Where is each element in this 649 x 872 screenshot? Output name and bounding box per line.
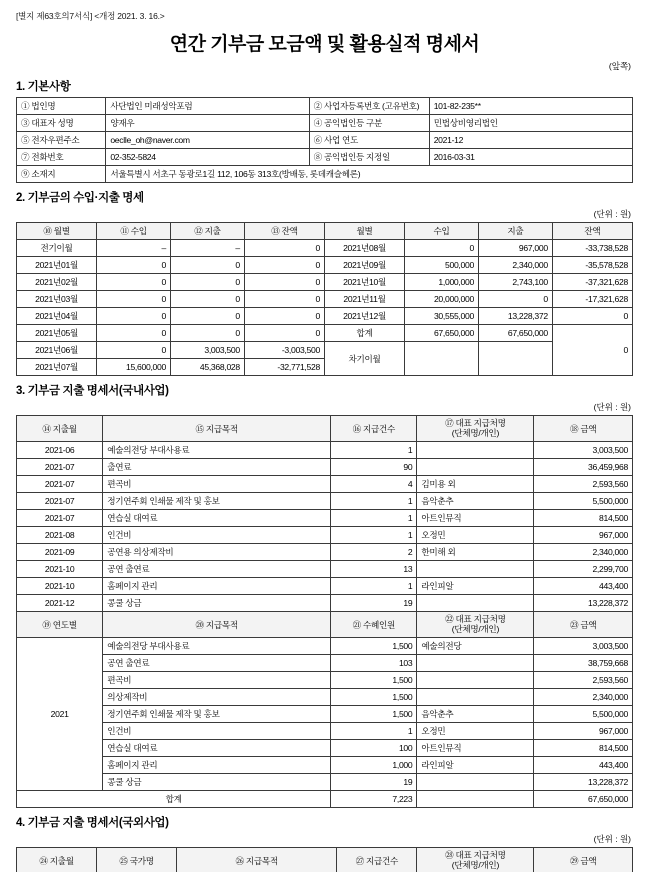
- cell-expense-month: 2021-07: [17, 493, 103, 510]
- cell-income: 0: [97, 342, 171, 359]
- cell-month: 2021년03월: [17, 291, 97, 308]
- section-3-unit: (단위 : 원): [593, 402, 631, 412]
- col-beneficiaries: ㉑ 수혜인원: [331, 612, 417, 638]
- value-fiscal-year: 2021-12: [429, 132, 632, 149]
- cell-purpose: 공연 출연료: [103, 655, 331, 672]
- cell-expense-month: 2021-06: [17, 442, 103, 459]
- table-row: [17, 308, 633, 325]
- table-row: [17, 274, 633, 291]
- cell-amount: 38,759,668: [534, 655, 633, 672]
- col-amount-year: ㉓ 금액: [534, 612, 633, 638]
- cell-month: 2021년08월: [324, 240, 404, 257]
- table-header-row: [17, 223, 633, 240]
- donation-inout-table: [16, 222, 633, 376]
- value-address: 서울특별시 서초구 동광로1길 112, 106동 313호(방배동, 롯데캐슬헤론): [106, 166, 633, 183]
- cell-purpose: 정기연주회 인쇄물 제작 및 홍보: [103, 493, 331, 510]
- table-row: [17, 493, 633, 510]
- cell-expense-month: 2021-09: [17, 544, 103, 561]
- cell-carryforward-label: 차기이월: [324, 342, 404, 376]
- table-row: [17, 442, 633, 459]
- table-row: [17, 578, 633, 595]
- section-4-title: 4. 기부금 지출 명세서(국외사업): [16, 817, 169, 829]
- cell-month: 2021년04월: [17, 308, 97, 325]
- cell-beneficiaries: 103: [331, 655, 417, 672]
- table-row: [17, 706, 633, 723]
- cell-purpose: 콩쿨 상금: [103, 774, 331, 791]
- label-email: ⑤ 전자우편주소: [17, 132, 106, 149]
- col-expense-month: ⑭ 지출월: [17, 416, 103, 442]
- cell-payee: 아트인뮤직: [417, 740, 534, 757]
- section-4-unit: (단위 : 원): [593, 834, 631, 844]
- col-amount-overseas: ㉙ 금액: [534, 848, 633, 872]
- cell-balance: -32,771,528: [244, 359, 324, 376]
- table-row: [17, 544, 633, 561]
- cell-expense: –: [170, 240, 244, 257]
- cell-amount: 13,228,372: [534, 595, 633, 612]
- col-payee-year-line2: (단체명/개인): [451, 623, 500, 634]
- label-biz-number: ② 사업자등록번호 (고유번호): [309, 98, 429, 115]
- table-row: [17, 595, 633, 612]
- col-expense-right: 지출: [478, 223, 552, 240]
- cell-payee: [417, 442, 534, 459]
- col-count-overseas: ㉗ 지급건수: [337, 848, 417, 872]
- cell-month: 2021년06월: [17, 342, 97, 359]
- value-corp-name: 사단법인 미래성악포럼: [106, 98, 309, 115]
- value-biz-number: 101-82-235**: [429, 98, 632, 115]
- label-rep-name: ③ 대표자 성명: [17, 115, 106, 132]
- col-expense-left: ⑫ 지출: [170, 223, 244, 240]
- cell-balance: 0: [244, 291, 324, 308]
- table-row: [17, 689, 633, 706]
- col-payee-line2: (단체명/개인): [451, 427, 500, 438]
- label-designation-date: ⑧ 공익법인등 지정일: [309, 149, 429, 166]
- cell-expense-month: 2021-07: [17, 476, 103, 493]
- cell-expense: 3,003,500: [170, 342, 244, 359]
- col-balance-right: 잔액: [552, 223, 632, 240]
- cell-payee: [417, 561, 534, 578]
- cell-expense: 13,228,372: [478, 308, 552, 325]
- overseas-expense-table: [16, 847, 633, 872]
- cell-beneficiaries: 1,500: [331, 689, 417, 706]
- cell-beneficiaries: 100: [331, 740, 417, 757]
- cell-income: 0: [97, 274, 171, 291]
- col-balance-left: ⑬ 잔액: [244, 223, 324, 240]
- col-purpose-overseas: ㉖ 지급목적: [177, 848, 337, 872]
- cell-carryforward-income: [405, 342, 479, 376]
- cell-count: 19: [331, 595, 417, 612]
- cell-purpose: 인건비: [103, 723, 331, 740]
- cell-payee: 예술의전당: [417, 638, 534, 655]
- table-row: [17, 638, 633, 655]
- cell-income: 0: [97, 257, 171, 274]
- cell-month: 2021년05월: [17, 325, 97, 342]
- table-row: [17, 98, 633, 115]
- col-payee-overseas-line2: (단체명/개인): [451, 859, 500, 870]
- cell-amount: 13,228,372: [534, 774, 633, 791]
- col-payee-line1: ⑰ 대표 지급처명: [445, 417, 506, 428]
- cell-purpose: 홈페이지 관리: [103, 578, 331, 595]
- cell-payee: 라인피알: [417, 578, 534, 595]
- cell-balance: -33,738,528: [552, 240, 632, 257]
- table-row: [17, 561, 633, 578]
- cell-total-label: 합계: [324, 325, 404, 342]
- cell-purpose: 편곡비: [103, 672, 331, 689]
- cell-expense: 0: [170, 274, 244, 291]
- col-income-left: ⑪ 수입: [97, 223, 171, 240]
- form-number: [별지 제63호의7서식] <개정 2021. 3. 16.>: [16, 11, 165, 21]
- cell-expense: 0: [478, 291, 552, 308]
- cell-purpose: 인건비: [103, 527, 331, 544]
- cell-balance: 0: [244, 257, 324, 274]
- table-row: [17, 655, 633, 672]
- cell-balance: -35,578,528: [552, 257, 632, 274]
- cell-balance: -3,003,500: [244, 342, 324, 359]
- table-row: [17, 527, 633, 544]
- cell-count: 1: [331, 493, 417, 510]
- table-header-row: [17, 612, 633, 638]
- section-3-title: 3. 기부금 지출 명세서(국내사업): [16, 385, 169, 397]
- table-row: [17, 325, 633, 342]
- col-count: ⑯ 지급건수: [331, 416, 417, 442]
- cell-month: 전기이월: [17, 240, 97, 257]
- table-row: [17, 291, 633, 308]
- cell-expense: 0: [170, 291, 244, 308]
- cell-beneficiaries: 1,500: [331, 638, 417, 655]
- col-year: ⑲ 연도별: [17, 612, 103, 638]
- cell-payee: 음악춘추: [417, 493, 534, 510]
- cell-expense: 2,340,000: [478, 257, 552, 274]
- table-row: [17, 459, 633, 476]
- cell-total-count: 7,223: [331, 791, 417, 808]
- cell-payee: 아트인뮤직: [417, 510, 534, 527]
- cell-balance: 0: [552, 308, 632, 325]
- col-purpose: ⑮ 지급목적: [103, 416, 331, 442]
- col-payee: [417, 416, 534, 442]
- cell-payee: [417, 459, 534, 476]
- domestic-expense-table: [16, 415, 633, 808]
- value-email: oeclle_oh@naver.com: [106, 132, 309, 149]
- cell-income: 0: [97, 291, 171, 308]
- col-month-right: 월별: [324, 223, 404, 240]
- cell-balance: -17,321,628: [552, 291, 632, 308]
- cell-payee: [417, 655, 534, 672]
- cell-payee: 한미해 외: [417, 544, 534, 561]
- cell-purpose: 연습실 대여료: [103, 740, 331, 757]
- cell-amount: 443,400: [534, 578, 633, 595]
- cell-year: 2021: [17, 638, 103, 791]
- col-country: ㉕ 국가명: [97, 848, 177, 872]
- cell-beneficiaries: 1,000: [331, 757, 417, 774]
- table-row: [17, 672, 633, 689]
- cell-count: 1: [331, 442, 417, 459]
- col-payee-overseas-line1: ㉘ 대표 지급처명: [445, 849, 506, 860]
- table-row: [17, 476, 633, 493]
- label-fiscal-year: ⑥ 사업 연도: [309, 132, 429, 149]
- cell-amount: 967,000: [534, 527, 633, 544]
- col-payee-year-line1: ㉒ 대표 지급처명: [445, 613, 506, 624]
- cell-balance: 0: [244, 274, 324, 291]
- cell-month: 2021년01월: [17, 257, 97, 274]
- cell-count: 1: [331, 578, 417, 595]
- label-phone: ⑦ 전화번호: [17, 149, 106, 166]
- cell-purpose: 의상제작비: [103, 689, 331, 706]
- page-side-note: (앞쪽): [608, 61, 631, 71]
- value-designation-date: 2016-03-31: [429, 149, 632, 166]
- cell-expense-month: 2021-07: [17, 510, 103, 527]
- cell-carryforward-balance: 0: [552, 325, 632, 376]
- table-row: [17, 774, 633, 791]
- cell-purpose: 콩쿨 상금: [103, 595, 331, 612]
- cell-amount: 2,593,560: [534, 476, 633, 493]
- cell-expense: 0: [170, 257, 244, 274]
- cell-payee: [417, 595, 534, 612]
- cell-beneficiaries: 19: [331, 774, 417, 791]
- cell-income: 0: [97, 325, 171, 342]
- cell-amount: 5,500,000: [534, 706, 633, 723]
- cell-expense: 0: [170, 325, 244, 342]
- section-2-title: 2. 기부금의 수입·지출 명세: [16, 192, 144, 204]
- cell-amount: 2,340,000: [534, 544, 633, 561]
- cell-balance: 0: [244, 308, 324, 325]
- cell-amount: 2,299,700: [534, 561, 633, 578]
- cell-count: 1: [331, 510, 417, 527]
- cell-payee: [417, 689, 534, 706]
- cell-month: 2021년09월: [324, 257, 404, 274]
- cell-amount: 3,003,500: [534, 442, 633, 459]
- section-2-unit: (단위 : 원): [593, 209, 631, 219]
- label-corp-type: ④ 공익법인등 구분: [309, 115, 429, 132]
- cell-expense-month: 2021-10: [17, 561, 103, 578]
- cell-count: 13: [331, 561, 417, 578]
- cell-expense-month: 2021-12: [17, 595, 103, 612]
- cell-income: 15,600,000: [97, 359, 171, 376]
- col-purpose-year: ⑳ 지급목적: [103, 612, 331, 638]
- cell-payee: 라인피알: [417, 757, 534, 774]
- cell-total-amount: 67,650,000: [534, 791, 633, 808]
- basic-info-table: [16, 97, 633, 183]
- section-1-title: 1. 기본사항: [16, 81, 71, 93]
- cell-count: 1: [331, 527, 417, 544]
- value-rep-name: 양재우: [106, 115, 309, 132]
- cell-month: 2021년10월: [324, 274, 404, 291]
- cell-payee: 음악춘추: [417, 706, 534, 723]
- cell-amount: 2,340,000: [534, 689, 633, 706]
- cell-income: 500,000: [405, 257, 479, 274]
- col-payee-overseas: [417, 848, 534, 872]
- cell-count: 2: [331, 544, 417, 561]
- table-header-row: [17, 416, 633, 442]
- cell-total-payee: [417, 791, 534, 808]
- table-row: [17, 342, 633, 359]
- cell-amount: 814,500: [534, 740, 633, 757]
- cell-purpose: 공연용 의상제작비: [103, 544, 331, 561]
- table-row: [17, 757, 633, 774]
- cell-purpose: 출연료: [103, 459, 331, 476]
- cell-amount: 3,003,500: [534, 638, 633, 655]
- table-total-row: [17, 791, 633, 808]
- cell-month: 2021년02월: [17, 274, 97, 291]
- cell-total-income: 67,650,000: [405, 325, 479, 342]
- table-row: [17, 132, 633, 149]
- cell-expense: 0: [170, 308, 244, 325]
- cell-count: 90: [331, 459, 417, 476]
- cell-expense: 2,743,100: [478, 274, 552, 291]
- cell-balance: 0: [244, 240, 324, 257]
- cell-payee: 김미용 외: [417, 476, 534, 493]
- col-amount: ⑱ 금액: [534, 416, 633, 442]
- table-row: [17, 510, 633, 527]
- cell-purpose: 정기연주회 인쇄물 제작 및 홍보: [103, 706, 331, 723]
- cell-purpose: 홈페이지 관리: [103, 757, 331, 774]
- cell-expense-month: 2021-08: [17, 527, 103, 544]
- cell-income: –: [97, 240, 171, 257]
- table-header-row: [17, 848, 633, 872]
- cell-month: 2021년11월: [324, 291, 404, 308]
- cell-amount: 36,459,968: [534, 459, 633, 476]
- table-row: [17, 149, 633, 166]
- value-phone: 02-352-5824: [106, 149, 309, 166]
- cell-purpose: 편곡비: [103, 476, 331, 493]
- cell-month: 2021년07월: [17, 359, 97, 376]
- table-row: [17, 240, 633, 257]
- cell-payee: [417, 672, 534, 689]
- table-row: [17, 740, 633, 757]
- col-payee-year: [417, 612, 534, 638]
- cell-beneficiaries: 1,500: [331, 706, 417, 723]
- cell-expense-month: 2021-10: [17, 578, 103, 595]
- label-address: ⑨ 소재지: [17, 166, 106, 183]
- label-corp-name: ① 법인명: [17, 98, 106, 115]
- cell-amount: 5,500,000: [534, 493, 633, 510]
- cell-total-label: 합계: [17, 791, 331, 808]
- cell-beneficiaries: 1: [331, 723, 417, 740]
- cell-expense: 45,368,028: [170, 359, 244, 376]
- cell-purpose: 공연 출연료: [103, 561, 331, 578]
- col-month-left: ⑩ 월별: [17, 223, 97, 240]
- table-row: [17, 115, 633, 132]
- cell-count: 4: [331, 476, 417, 493]
- cell-month: 2021년12월: [324, 308, 404, 325]
- table-row: [17, 166, 633, 183]
- page-title: 연간 기부금 모금액 및 활용실적 명세서: [169, 34, 480, 55]
- cell-payee: 오정민: [417, 723, 534, 740]
- cell-expense-month: 2021-07: [17, 459, 103, 476]
- cell-payee: [417, 774, 534, 791]
- cell-income: 1,000,000: [405, 274, 479, 291]
- cell-purpose: 연습실 대여료: [103, 510, 331, 527]
- cell-purpose: 예술의전당 부대사용료: [103, 638, 331, 655]
- cell-balance: 0: [244, 325, 324, 342]
- cell-expense: 967,000: [478, 240, 552, 257]
- table-row: [17, 723, 633, 740]
- cell-total-expense: 67,650,000: [478, 325, 552, 342]
- cell-amount: 443,400: [534, 757, 633, 774]
- cell-income: 0: [97, 308, 171, 325]
- col-income-right: 수입: [405, 223, 479, 240]
- cell-income: 0: [405, 240, 479, 257]
- col-expense-month-overseas: ㉔ 지출월: [17, 848, 97, 872]
- cell-carryforward-expense: [478, 342, 552, 376]
- cell-amount: 2,593,560: [534, 672, 633, 689]
- table-row: [17, 257, 633, 274]
- value-corp-type: 민법상비영리법인: [429, 115, 632, 132]
- cell-purpose: 예술의전당 부대사용료: [103, 442, 331, 459]
- cell-payee: 오정민: [417, 527, 534, 544]
- cell-balance: -37,321,628: [552, 274, 632, 291]
- cell-income: 30,555,000: [405, 308, 479, 325]
- cell-beneficiaries: 1,500: [331, 672, 417, 689]
- cell-amount: 814,500: [534, 510, 633, 527]
- cell-amount: 967,000: [534, 723, 633, 740]
- cell-income: 20,000,000: [405, 291, 479, 308]
